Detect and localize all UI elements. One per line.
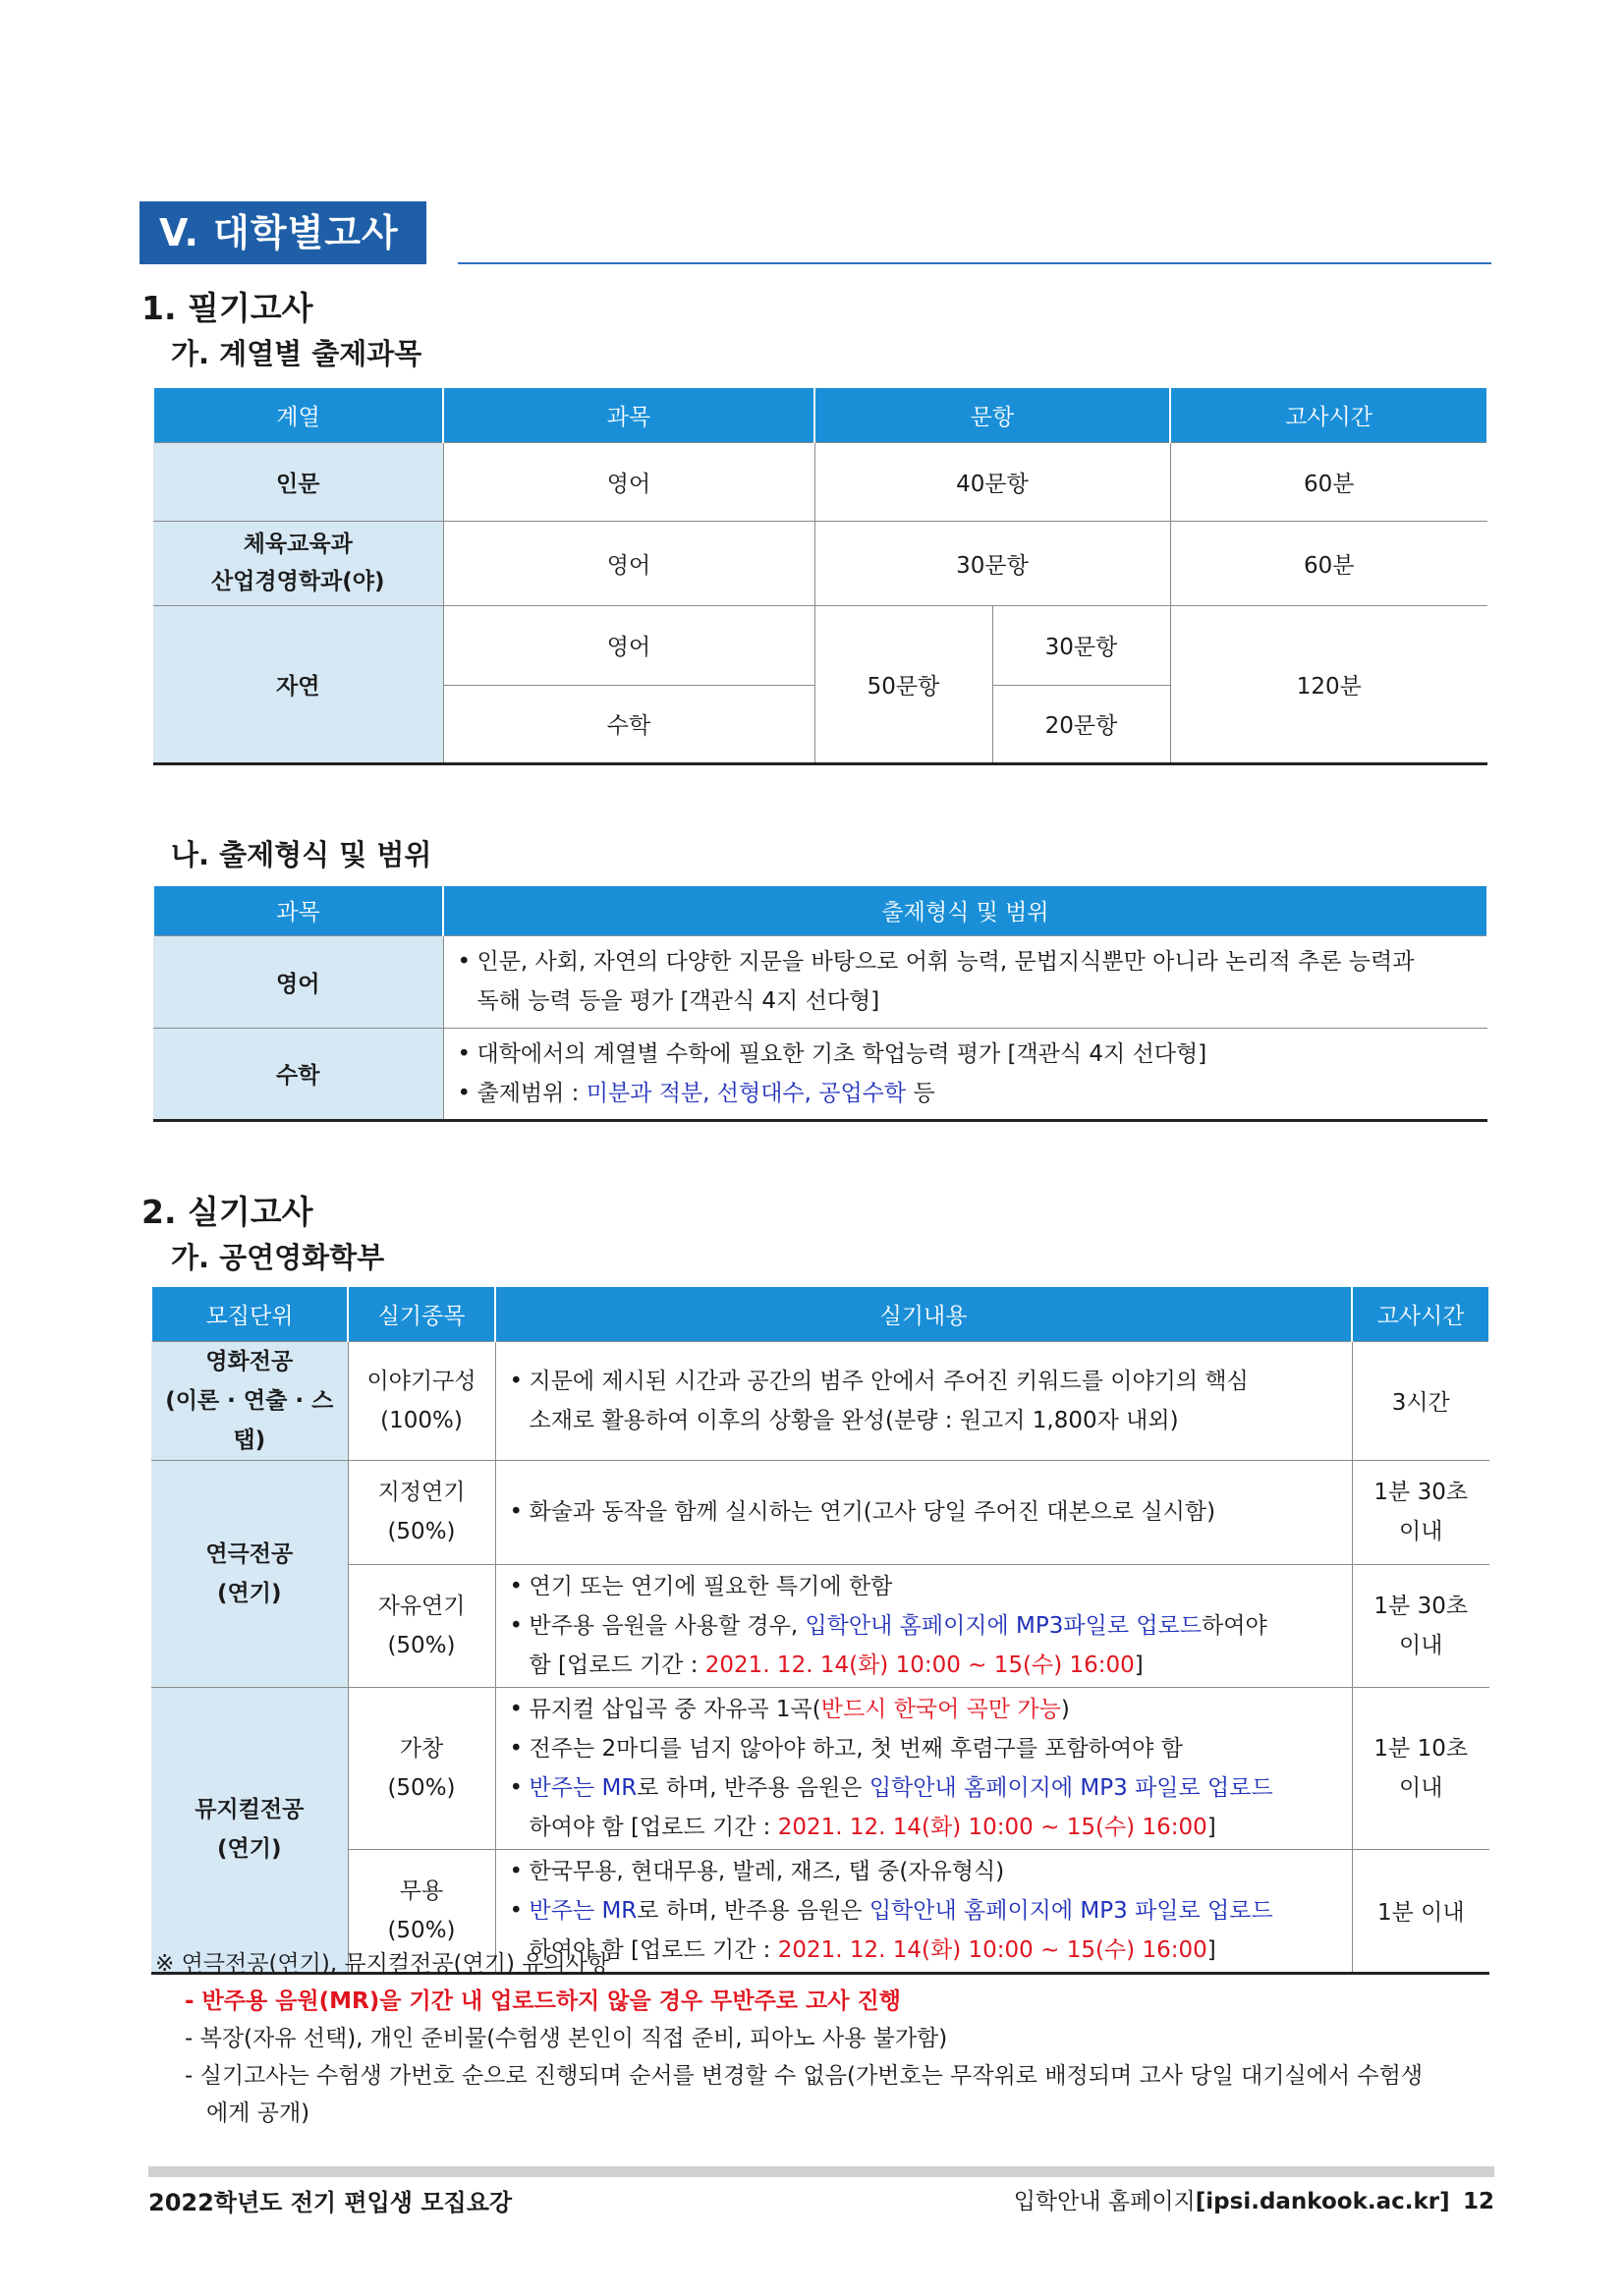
content-drama-a-line1: • 화술과 동작을 함께 실시하는 연기(고사 당일 주어진 대본으로 실시함) (502, 1492, 1342, 1532)
item-drama-a (348, 1460, 495, 1564)
th-item: 실기종목 (348, 1287, 495, 1341)
math-range-topics: 미분과 적분, 선형대수, 공업수학 (586, 1080, 907, 1106)
footer-title: 2022학년도 전기 편입생 모집요강 (148, 2189, 513, 2216)
footer-url[interactable]: [ipsi.dankook.ac.kr] (1195, 2189, 1450, 2214)
note-3: - 실기고사는 수험생 가번호 순으로 진행되며 순서를 변경할 수 없음(가번호는 무작위로 배정되며 고사 당일 대기실에서 수험생 (185, 2063, 1424, 2089)
musical-b-period-suffix: ] (1206, 1936, 1216, 1963)
drama-b-upload-note: 입학안내 홈페이지에 MP3파일로 업로드 (805, 1612, 1203, 1639)
content-drama-b-line1: • 연기 또는 연기에 필요한 특기에 한함 (502, 1567, 1342, 1606)
format-english-line1: • 인문, 사회, 자연의 다양한 지문을 바탕으로 어휘 능력, 문법지식뿐만 아니라 논리적 추론 능력과 (450, 942, 1479, 981)
time-drama-a-line1: 1분 30초 (1373, 1480, 1469, 1505)
items-cell: 30문항 (814, 521, 1170, 605)
math-range-prefix: 출제범위 : (476, 1080, 587, 1106)
unit-drama (151, 1460, 348, 1687)
time-musical-b: 1분 이내 (1352, 1849, 1489, 1973)
format-math-label: 수학 (153, 1028, 443, 1120)
practical-heading: 2. 실기고사 (141, 1193, 313, 1231)
time-cell: 120분 (1170, 605, 1487, 763)
content-drama-b (495, 1564, 1352, 1687)
format-english-line2: 독해 능력 등을 평가 [객관식 4지 선다형] (476, 988, 880, 1014)
th-subject: 과목 (443, 388, 814, 442)
musical-b-period: 2021. 12. 14(화) 10:00 ~ 15(수) 16:00 (777, 1936, 1207, 1963)
musical-b-upload-note: 입학안내 홈페이지에 MP3 파일로 업로드 (868, 1897, 1273, 1924)
musical-b-mr-mid: 로 하며, 반주용 음원은 (637, 1897, 869, 1924)
item-film (348, 1341, 495, 1460)
drama-b-mr-prefix: 반주용 음원을 사용할 경우, (529, 1612, 806, 1639)
item-drama-b-line2: (50%) (387, 1632, 456, 1658)
drama-b-period-suffix: ] (1134, 1652, 1144, 1678)
musical-a-period-prefix: 하여야 함 [업로드 기간 : (529, 1814, 778, 1840)
note-2: - 복장(자유 선택), 개인 준비물(수험생 본인이 직접 준비, 피아노 사용 불가함) (185, 2026, 948, 2051)
time-drama-b-line1: 1분 30초 (1373, 1593, 1469, 1619)
format-table (152, 886, 1488, 1122)
content-musical-a (495, 1687, 1352, 1849)
content-film (495, 1341, 1352, 1460)
content-film-line2: 소재로 활용하여 이후의 상황을 완성(분량 : 원고지 1,800자 내외) (529, 1407, 1179, 1433)
content-drama-a (495, 1460, 1352, 1564)
note-1: - 반주용 음원(MR)을 기간 내 업로드하지 않을 경우 무반주로 고사 진행 (185, 1988, 901, 2014)
footer-homepage-label: 입학안내 홈페이지 (1013, 2189, 1196, 2214)
content-musical-a-line4 (502, 1808, 1342, 1847)
item-drama-b-line1: 자유연기 (377, 1593, 466, 1619)
item-drama-b (348, 1564, 495, 1687)
th-group: 계열 (153, 388, 443, 442)
musical-a-period-suffix: ] (1206, 1814, 1216, 1840)
subjects-table (152, 388, 1488, 765)
format-math-line1: • 대학에서의 계열별 수학에 필요한 기초 학업능력 평가 [객관식 4지 선다형] (450, 1035, 1479, 1074)
items-cell: 20문항 (992, 685, 1170, 763)
group-pe-line1: 체육교육과 (243, 532, 353, 557)
th-content: 실기내용 (495, 1287, 1352, 1341)
item-drama-a-line1: 지정연기 (377, 1480, 466, 1505)
unit-film (151, 1341, 348, 1460)
musical-a-upload-note: 입학안내 홈페이지에 MP3 파일로 업로드 (868, 1774, 1273, 1801)
item-musical-b-line2: (50%) (387, 1917, 456, 1943)
content-musical-a-line3 (502, 1768, 1342, 1808)
content-musical-b-line1: • 한국무용, 현대무용, 발레, 재즈, 탭 중(자유형식) (502, 1852, 1342, 1891)
notes-title: ※ 연극전공(연기), 뮤지컬전공(연기) 유의사항 (155, 1951, 610, 1977)
th-subject: 과목 (153, 886, 443, 935)
practical-table (150, 1287, 1490, 1975)
item-film-line2: (100%) (380, 1407, 463, 1433)
time-musical-a (1352, 1687, 1489, 1849)
th-time: 고사시간 (1170, 388, 1487, 442)
time-musical-a-line2: 이내 (1399, 1774, 1443, 1801)
item-film-line1: 이야기구성 (366, 1368, 476, 1394)
time-film: 3시간 (1352, 1341, 1489, 1460)
musical-a-mr: 반주는 MR (529, 1774, 638, 1801)
musical-a-mr-mid: 로 하며, 반주용 음원은 (637, 1774, 869, 1801)
content-film-line1: • 지문에 제시된 시간과 공간의 범주 안에서 주어진 키워드를 이야기의 핵심 (502, 1362, 1342, 1401)
musical-b-period-prefix: 하여야 함 [업로드 기간 : (529, 1936, 778, 1963)
th-items: 문항 (814, 388, 1170, 442)
subject-cell: 영어 (443, 521, 814, 605)
written-sub1: 가. 계열별 출제과목 (171, 337, 422, 370)
group-humanities: 인문 (153, 442, 443, 521)
footer-bar (148, 2166, 1494, 2177)
format-math-line2 (450, 1074, 1479, 1113)
time-musical-a-line1: 1분 10초 (1373, 1735, 1469, 1762)
math-range-suffix: 등 (906, 1080, 935, 1106)
musical-a-song-suffix: ) (1060, 1696, 1070, 1722)
unit-drama-line1: 연극전공 (205, 1540, 294, 1567)
group-pe-line2: 산업경영학과(야) (210, 569, 385, 594)
time-drama-b (1352, 1564, 1489, 1687)
th-time: 고사시간 (1352, 1287, 1489, 1341)
written-heading: 1. 필기고사 (141, 289, 313, 327)
musical-a-period: 2021. 12. 14(화) 10:00 ~ 15(수) 16:00 (777, 1814, 1207, 1840)
notes-block (155, 1945, 1491, 2132)
footer-right (1014, 2183, 1494, 2215)
content-drama-b-line3 (502, 1646, 1342, 1685)
unit-drama-line2: (연기) (217, 1580, 282, 1606)
content-musical-a-line1 (502, 1690, 1342, 1729)
items-cell: 40문항 (814, 442, 1170, 521)
item-musical-b-line1: 무용 (399, 1877, 444, 1904)
format-english-label: 영어 (153, 935, 443, 1028)
musical-a-korean-only: 반드시 한국어 곡만 가능 (820, 1696, 1061, 1722)
th-unit: 모집단위 (151, 1287, 348, 1341)
unit-musical-line2: (연기) (217, 1836, 282, 1862)
time-cell: 60분 (1170, 442, 1487, 521)
drama-b-mr-suffix: 하여야 (1202, 1612, 1267, 1639)
musical-a-song-prefix: 뮤지컬 삽입곡 중 자유곡 1곡( (529, 1696, 821, 1722)
format-english-desc (443, 935, 1487, 1028)
time-drama-a (1352, 1460, 1489, 1564)
page-number: 12 (1462, 2189, 1494, 2214)
unit-film-line2: (이론 · 연출 · 스탭) (165, 1387, 334, 1453)
drama-b-period-prefix: 함 [업로드 기간 : (529, 1652, 705, 1678)
item-drama-a-line2: (50%) (387, 1519, 456, 1544)
time-cell: 60분 (1170, 521, 1487, 605)
section-divider (458, 262, 1491, 264)
written-sub2: 나. 출제형식 및 범위 (171, 838, 432, 871)
unit-film-line1: 영화전공 (205, 1348, 294, 1374)
format-math-desc (443, 1028, 1487, 1120)
group-science: 자연 (153, 605, 443, 763)
unit-musical (151, 1687, 348, 1973)
subject-cell: 영어 (443, 442, 814, 521)
musical-b-mr: 반주는 MR (529, 1897, 638, 1924)
content-musical-b-line2 (502, 1891, 1342, 1931)
subject-cell: 영어 (443, 605, 814, 685)
subject-cell: 수학 (443, 685, 814, 763)
practical-sub1: 가. 공연영화학부 (171, 1241, 385, 1274)
group-pe (153, 521, 443, 605)
th-format: 출제형식 및 범위 (443, 886, 1487, 935)
unit-musical-line1: 뮤지컬전공 (195, 1797, 305, 1822)
content-drama-b-line2 (502, 1606, 1342, 1646)
drama-b-period: 2021. 12. 14(화) 10:00 ~ 15(수) 16:00 (704, 1652, 1135, 1678)
content-musical-a-line2: • 전주는 2마디를 넘지 않아야 하고, 첫 번째 후렴구를 포함하여야 함 (502, 1729, 1342, 1768)
time-drama-b-line2: 이내 (1399, 1632, 1443, 1658)
item-musical-a-line1: 가창 (399, 1735, 444, 1762)
items-total-cell: 50문항 (814, 605, 992, 763)
time-drama-a-line2: 이내 (1399, 1519, 1443, 1544)
items-cell: 30문항 (992, 605, 1170, 685)
item-musical-a-line2: (50%) (387, 1774, 456, 1801)
item-musical-a (348, 1687, 495, 1849)
section-title: V. 대학별고사 (140, 201, 426, 264)
note-3-cont: 에게 공개) (206, 2100, 310, 2126)
